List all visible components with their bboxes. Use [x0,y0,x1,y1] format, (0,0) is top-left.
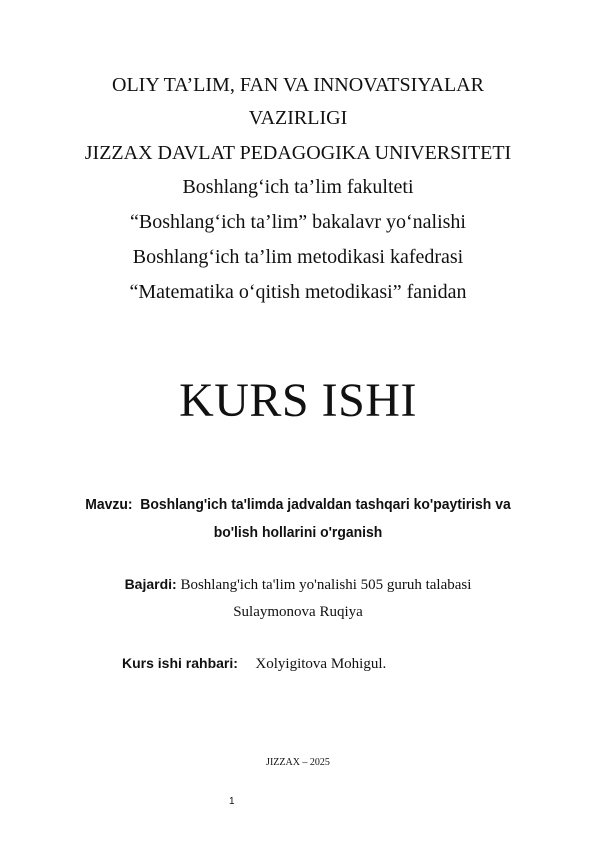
ministry-line-1: OLIY TA’LIM, FAN VA INNOVATSIYALAR [112,74,484,96]
department-name: Boshlang‘ich ta’lim metodikasi kafedrasi [132,246,464,268]
author-name: Sulaymonova Ruqiya [233,604,363,620]
faculty-name: Boshlang‘ich ta’lim fakulteti [182,176,414,198]
supervisor-line [122,655,386,673]
topic-label: Mavzu: [85,496,133,513]
supervisor-name: Xolyigitova Mohigul. [255,656,387,672]
document-title: KURS ISHI [179,374,417,427]
author-line [0,576,596,594]
topic-line-1 [21,496,575,513]
program-name: “Boshlang‘ich ta’lim” bakalavr yo‘nalishi [129,211,466,233]
subject-name: “Matematika o‘qitish metodikasi” fanidan [129,281,467,303]
footer-city-year: JIZZAX – 2025 [266,757,330,768]
university-name: JIZZAX DAVLAT PEDAGOGIKA UNIVERSITETI [84,142,512,164]
page-number: 1 [229,796,235,807]
ministry-line-2: VAZIRLIGI [248,107,348,129]
topic-text-1: Boshlang'ich ta'limda jadvaldan tashqari ko'paytirish va [140,496,511,513]
topic-line-2: bo'lish hollarini o'rganish [213,524,383,541]
supervisor-label: Kurs ishi rahbari: [122,655,238,671]
author-description: Boshlang'ich ta'lim yo'nalishi 505 guruh talabasi [180,577,472,593]
author-label: Bajardi: [124,576,177,592]
